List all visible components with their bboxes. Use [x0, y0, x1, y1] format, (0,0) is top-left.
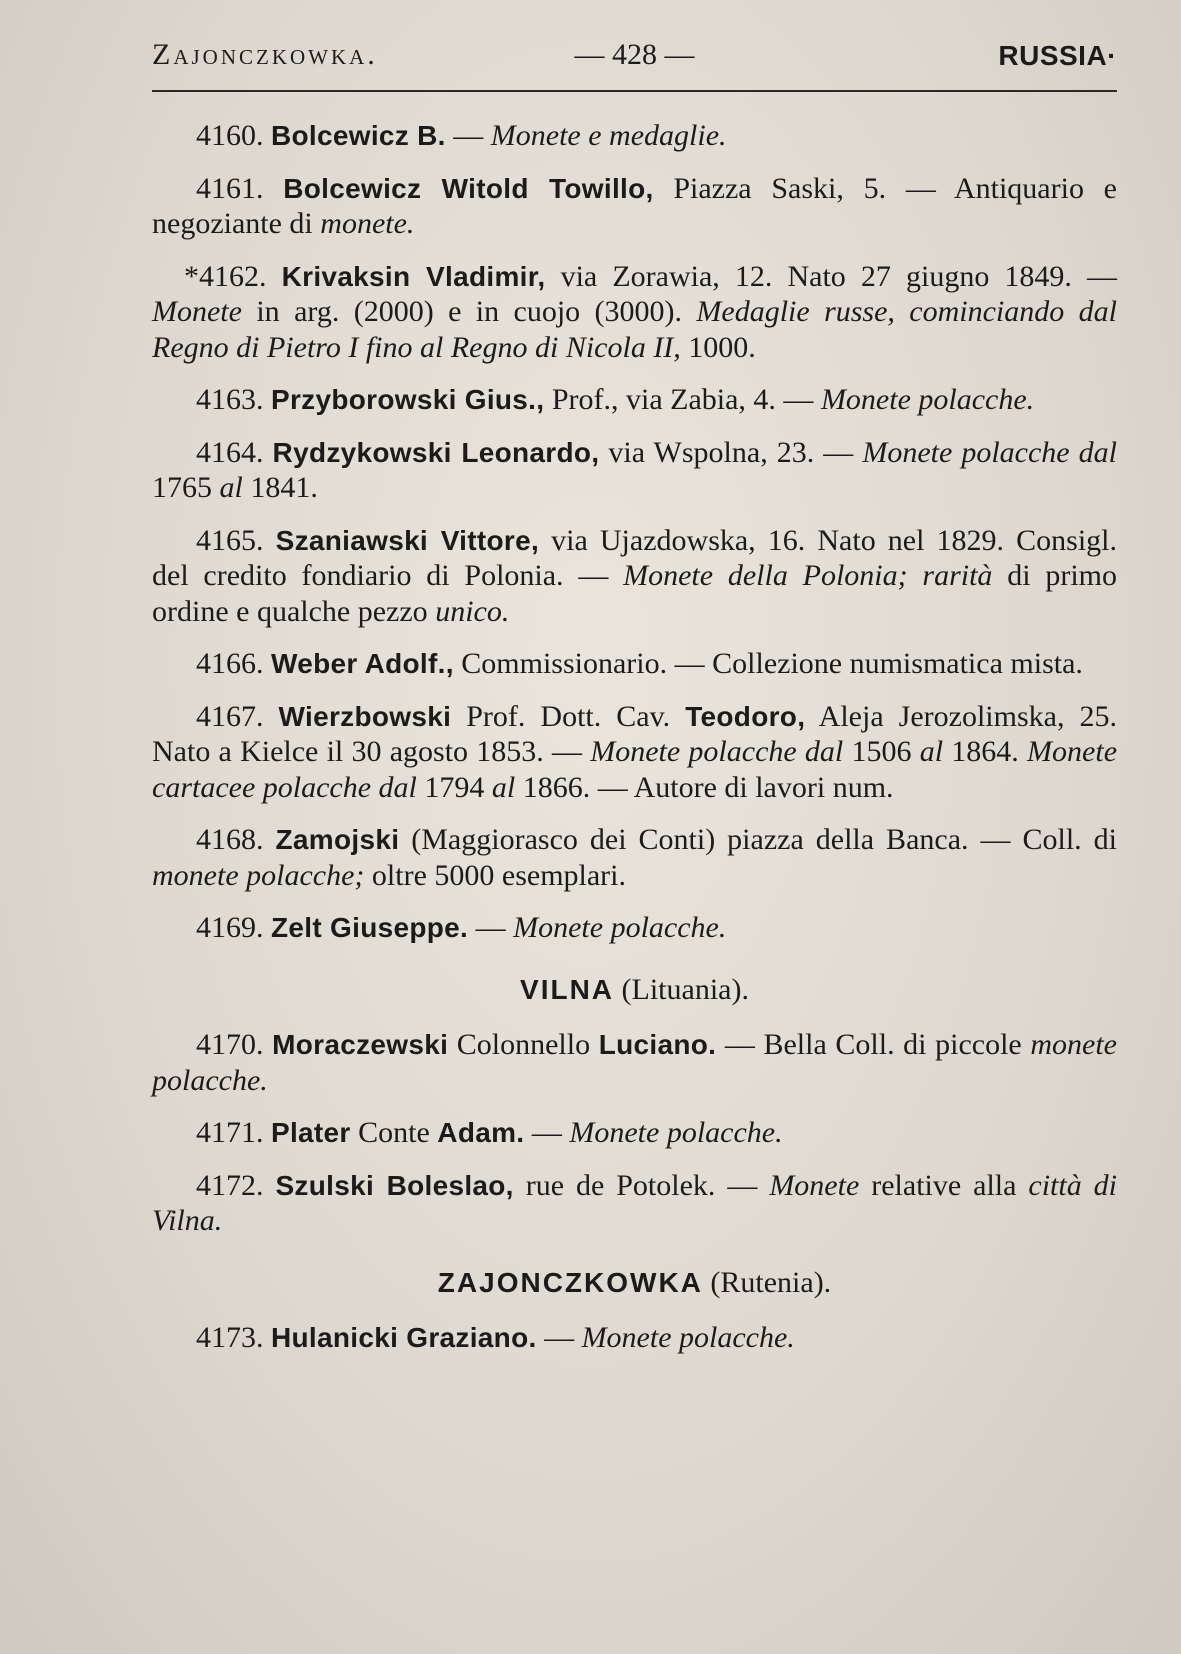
entry-name: Rydzykowski Leonardo, [272, 436, 600, 468]
entry-4170: 4170. Moraczewski Colonnello Luciano. — Bella Coll. di piccole monete polacche. [152, 1028, 1117, 1097]
entry-name: Bolcewicz B. [271, 120, 446, 151]
entry-name: Weber Adolf., [271, 648, 454, 679]
entry-4167: 4167. Wierzbowski Prof. Dott. Cav. Teodoro, Aleja Jerozolimska, 25. Nato a Kielce il 30 agosto 1853. — Monete polacche dal 1506 al 1864. Monete cartacee polacche dal 1794 al 1866. — Autore di lavori num. [152, 699, 1118, 804]
entry-name: Szaniawski Vittore, [275, 524, 540, 556]
entry-4166: 4166. Weber Adolf., Commissionario. — Collezione numismatica mista. [196, 647, 1083, 680]
entry-4168: 4168. Zamojski (Maggiorasco dei Conti) piazza della Banca. — Coll. di monete polacche; oltre 5000 esemplari. [152, 823, 1117, 892]
entry-4160: 4160. Bolcewicz B. — Monete e medaglie. [196, 119, 727, 152]
entry-name: Krivaksin Vladimir, [281, 260, 546, 292]
entry-name-2: Adam. [437, 1117, 525, 1148]
entry-name: Moraczewski [272, 1029, 449, 1060]
page-header [152, 28, 1117, 94]
section-heading-zajonczkowka: ZAJONCZKOWKA (Rutenia). [437, 1265, 832, 1299]
entry-4163: 4163. Przyborowski Gius., Prof., via Zabia, 4. — Monete polacche. [196, 383, 1035, 416]
entry-4173: 4173. Hulanicki Graziano. — Monete polacche. [196, 1321, 795, 1354]
entries-body [152, 118, 1117, 1373]
entry-name: Szulski Boleslao, [275, 1169, 514, 1201]
entry-name-2: Luciano. [598, 1029, 717, 1060]
page-number: — 428 — [574, 38, 695, 71]
entry-4161: 4161. Bolcewicz Witold Towillo, Piazza Saski, 5. — Antiquario e negoziante di monete. [152, 171, 1117, 240]
entry-name: Bolcewicz Witold Towillo, [283, 172, 654, 204]
entry-name-2: Teodoro, [685, 700, 806, 732]
entry-4169: 4169. Zelt Giuseppe. — Monete polacche. [196, 911, 727, 944]
running-head-right: RUSSIA· [998, 40, 1117, 71]
entry-name: Zamojski [275, 824, 400, 855]
entry-4164: 4164. Rydzykowski Leonardo, via Wspolna, 23. — Monete polacche dal 1765 al 1841. [152, 435, 1118, 504]
section-heading-vilna: VILNA (Lituania). [520, 972, 749, 1006]
entry-name: Plater [271, 1117, 351, 1148]
entry-4172: 4172. Szulski Boleslao, rue de Potolek. — Monete relative alla città di Vilna. [152, 1168, 1117, 1237]
entry-4165: 4165. Szaniawski Vittore, via Ujazdowska, 16. Nato nel 1829. Consigl. del credito fondiario di Polonia. — Monete della Polonia; rarità di primo ordine e qualche pezzo unico. [152, 523, 1118, 628]
header-rule [152, 90, 1117, 92]
entry-name: Przyborowski Gius., [271, 384, 545, 415]
entry-4171: 4171. Plater Conte Adam. — Monete polacche. [196, 1116, 783, 1149]
entry-name: Wierzbowski [278, 700, 452, 732]
entry-name: Zelt Giuseppe. [271, 912, 469, 943]
entry-name: Hulanicki Graziano. [271, 1322, 537, 1353]
entry-4162: *4162. Krivaksin Vladimir, via Zorawia, 12. Nato 27 giugno 1849. — Monete in arg. (2000) e in cuojo (3000). Medaglie russe, cominciando dal Regno di Pietro I fino al Regno di Nicola II, 1000. [152, 259, 1118, 364]
running-head-left: Zajonczkowka. [152, 38, 378, 71]
